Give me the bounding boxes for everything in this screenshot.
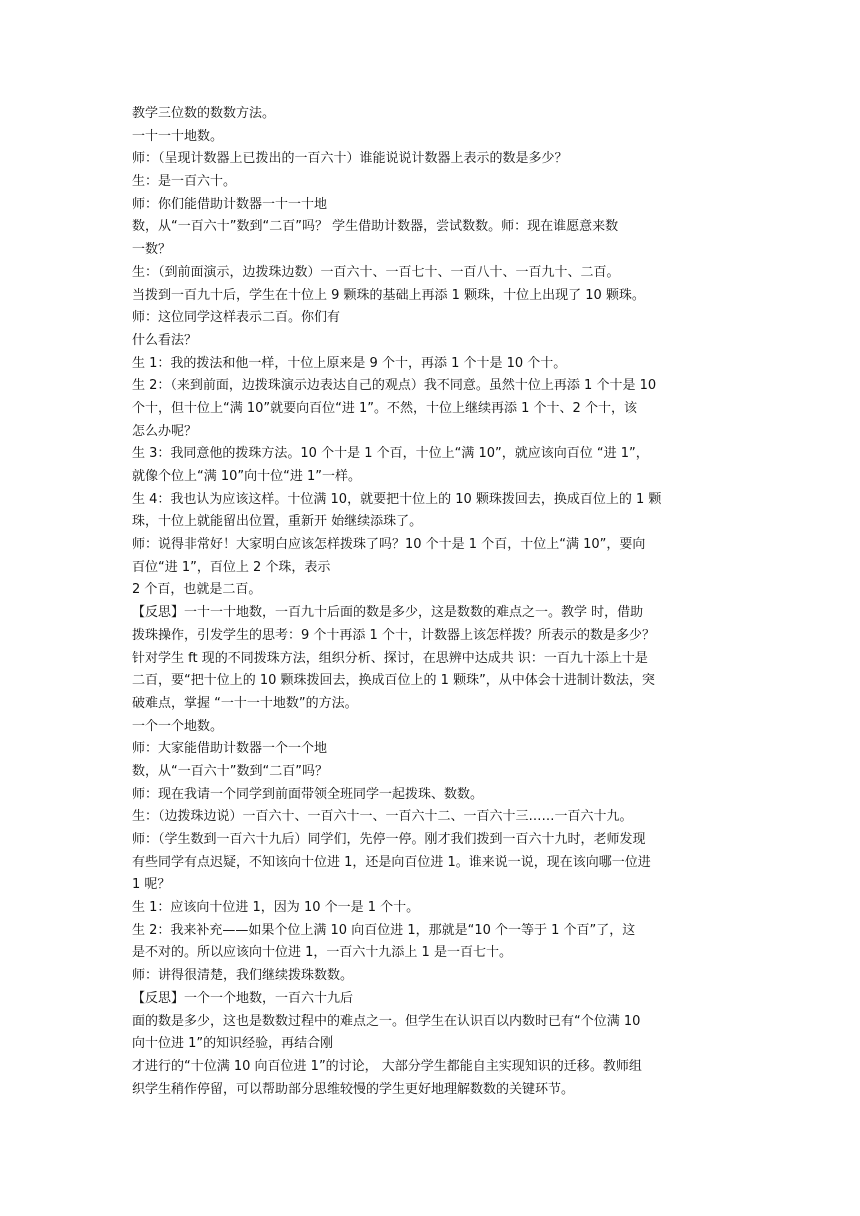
- text-line: 生：（边拨珠边说）一百六十、一百六十一、一百六十二、一百六十三……一百六十九。: [132, 809, 633, 825]
- text-line: 一个一个地数。: [132, 718, 224, 734]
- text-line: 才进行的“十位满 10 向百位进 1”的讨论， 大部分学生都能自主实现知识的迁移。教师组: [132, 1058, 642, 1074]
- text-line: 有些同学有点迟疑，不知该向十位进 1，还是向百位进 1。谁来说一说，现在该向哪一位进: [132, 854, 651, 870]
- text-line: 师：（呈现计数器上已拨出的一百六十）谁能说说计数器上表示的数是多少？: [132, 151, 568, 167]
- text-line: 师：大家能借助计数器一个一个地: [132, 741, 328, 757]
- text-line: 生 1：应该向十位进 1，因为 10 个一是 1 个十。: [132, 900, 420, 916]
- text-line: 教学三位数的数数方法。: [132, 106, 276, 121]
- text-line: 个十，但十位上“满 10”就要向百位“进 1”。不然，十位上继续再添 1 个十、2 个十，该: [132, 400, 637, 416]
- text-line: 当拨到一百九十后，学生在十位上 9 颗珠的基础上再添 1 颗珠，十位上出现了 10 颗珠。: [132, 287, 645, 303]
- text-line: 生：（到前面演示，边拨珠边数）一百六十、一百七十、一百八十、一百九十、二百。: [132, 264, 620, 280]
- text-line: 数，从“一百六十”数到“二百”吗？: [132, 763, 328, 779]
- text-line: 生 1：我的拨法和他一样，十位上原来是 9 个十，再添 1 个十是 10 个十。: [132, 355, 567, 371]
- text-line: 1 呢？: [132, 877, 171, 893]
- text-line: 生 2：（来到前面，边拨珠演示边表达自己的观点）我不同意。虽然十位上再添 1 个十是 10: [132, 378, 657, 394]
- text-line: 师：说得非常好！大家明白应该怎样拨珠了吗？10 个十是 1 个百，十位上“满 10”，要向: [132, 537, 646, 553]
- text-line: 师：（学生数到一百六十九后）同学们，先停一停。刚才我们拨到一百六十九时，老师发现: [132, 832, 646, 847]
- text-line: 师：讲得很清楚，我们继续拨珠数数。: [132, 968, 354, 984]
- text-line: 生：是一百六十。: [132, 174, 237, 190]
- text-line: 数，从“一百六十”数到“二百”吗？ 学生借助计数器，尝试数数。师：现在谁愿意来数: [132, 219, 619, 235]
- text-line: 【反思】一个一个地数，一百六十九后: [132, 990, 354, 1006]
- text-line: 师：你们能借助计数器一十一十地: [132, 196, 328, 212]
- text-line: 生 2：我来补充——如果个位上满 10 向百位进 1，那就是“10 个一等于 1 个百”了，这: [132, 922, 636, 938]
- text-line: 向十位进 1”的知识经验，再结合刚: [132, 1036, 334, 1052]
- text-line: 师：这位同学这样表示二百。你们有: [132, 310, 341, 326]
- text-line: 珠，十位上就能留出位置，重新开 始继续添珠了。: [132, 514, 423, 530]
- text-line: 什么看法？: [132, 332, 198, 348]
- text-line: 一十一十地数。: [132, 128, 224, 144]
- text-line: 针对学生 ft 现的不同拨珠方法，组织分析、探讨，在思辨中达成共 识：一百九十添上十是: [132, 650, 648, 666]
- text-line: 拨珠操作，引发学生的思考：9 个十再添 1 个十，计数器上该怎样拨？所表示的数是多少？: [132, 627, 655, 643]
- text-line: 织学生稍作停留，可以帮助部分思维较慢的学生更好地理解数数的关键环节。: [132, 1081, 575, 1097]
- text-line: 2 个百，也就是二百。: [132, 582, 262, 598]
- text-line: 面的数是多少，这也是数数过程中的难点之一。但学生在认识百以内数时已有“个位满 10: [132, 1013, 641, 1029]
- text-line: 【反思】一十一十地数，一百九十后面的数是多少，这是数数的难点之一。教学 时，借助: [132, 605, 644, 621]
- text-line: 师：现在我请一个同学到前面带领全班同学一起拨珠、数数。: [132, 786, 484, 802]
- text-line: 是不对的。所以应该向十位进 1，一百六十九添上 1 是一百七十。: [132, 945, 512, 961]
- text-line: 百位“进 1”，百位上 2 个珠，表示: [132, 559, 331, 575]
- text-line: 生 4：我也认为应该这样。十位满 10，就要把十位上的 10 颗珠拨回去，换成百位上的 1 颗: [132, 491, 662, 507]
- document-body: [132, 103, 732, 1101]
- text-line: 就像个位上“满 10”向十位“进 1”一样。: [132, 469, 362, 484]
- text-line: 生 3：我同意他的拨珠方法。10 个十是 1 个百，十位上“满 10”，就应该向百位 “进 1”，: [132, 446, 649, 462]
- text-line: 二百，要“把十位上的 10 颗珠拨回去，换成百位上的 1 颗珠”，从中体会十进制计数法，突: [132, 673, 655, 689]
- text-line: 怎么办呢？: [132, 423, 198, 439]
- text-line: 破难点，掌握 “一十一十地数”的方法。: [132, 695, 358, 711]
- text-line: 一数？: [132, 242, 172, 258]
